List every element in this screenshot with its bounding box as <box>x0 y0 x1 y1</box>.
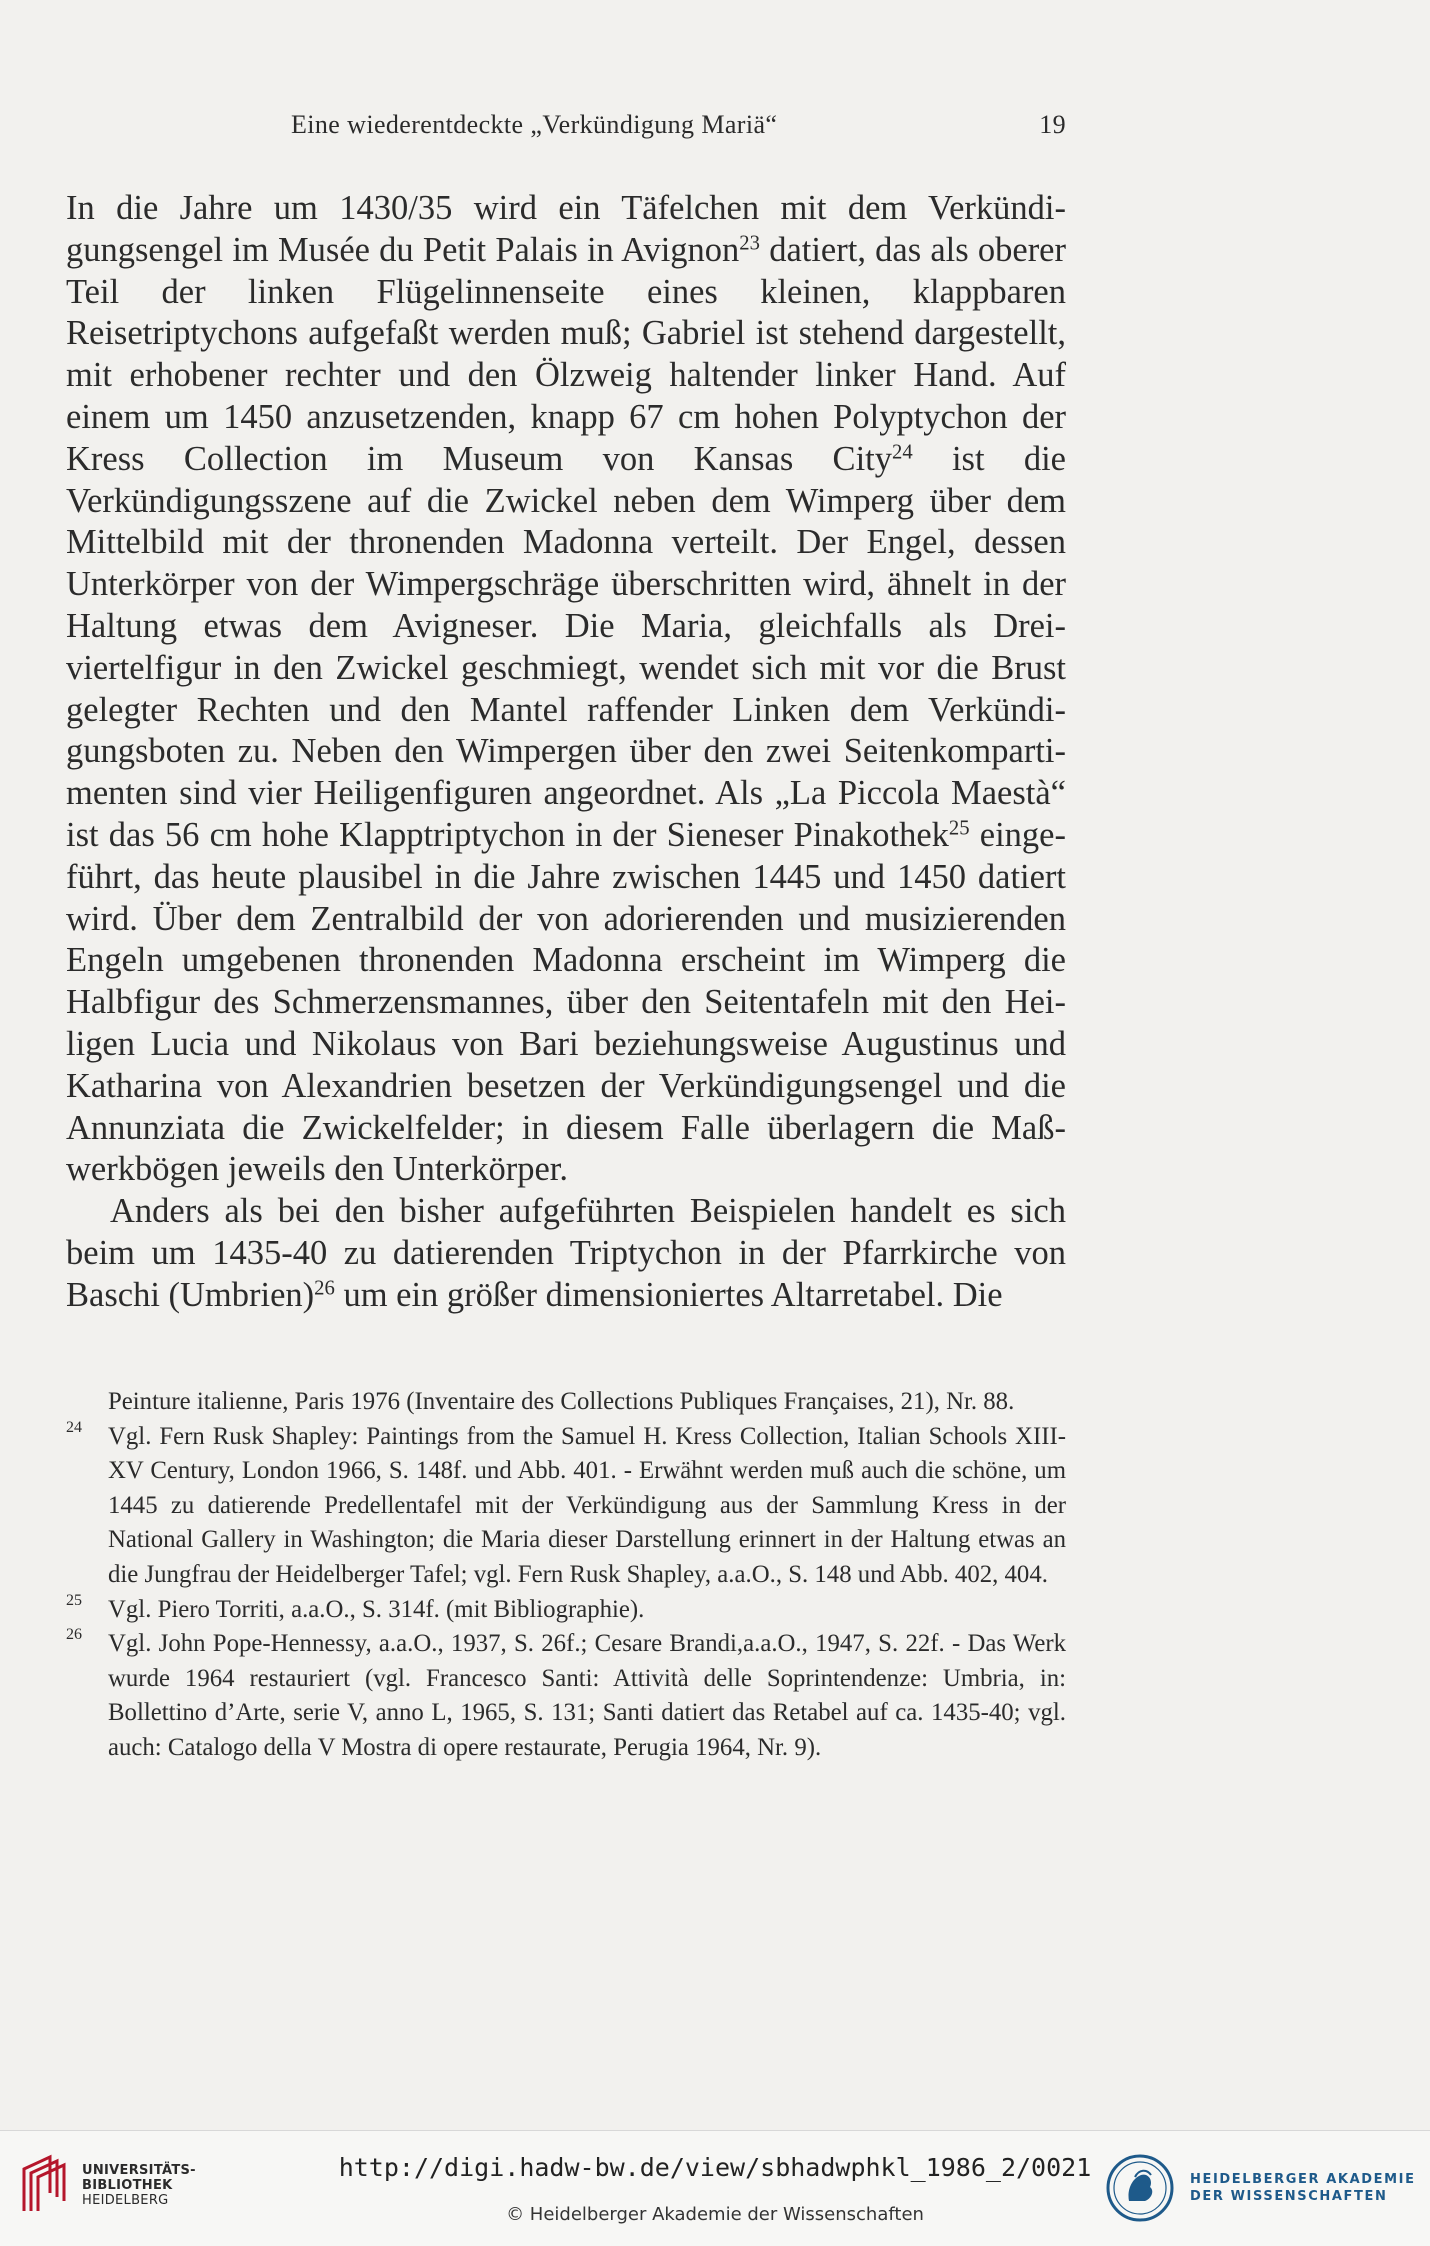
body-text <box>66 188 1066 1317</box>
footnote-text: Vgl. Piero Torriti, a.a.O., S. 314f. (mit Bibliographie). <box>108 1595 645 1623</box>
footnote-reference: 23 <box>739 232 760 255</box>
footnote-number: 26 <box>66 1626 82 1644</box>
footnote-reference: 25 <box>948 817 970 840</box>
academy-line-1: HEIDELBERGER AKADEMIE <box>1190 2172 1416 2187</box>
library-line-2: BIBLIOTHEK <box>82 2178 173 2193</box>
library-line-3: HEIDELBERG <box>82 2193 169 2208</box>
permalink-url[interactable]: http://digi.hadw-bw.de/view/sbhadwphkl_1986_2/0021 <box>338 2153 1092 2182</box>
footnote-text: Vgl. Fern Rusk Shapley: Paintings from the Samuel H. Kress Collection, Italian Schools XIII-XV Century, London 1966, S. 148f. und Abb. 401. - Erwähnt werden muß auch die schöne, um 1445 zu datierende Predellentafel mit der Verkündigung aus der Sammlung Kress in der National Gallery in Washington; die Maria dieser Darstellung erinnert in der Haltung etwas an die Jungfrau der Heidelberger Tafel; vgl. Fern Rusk Shapley, a.a.O., S. 148 und Abb. 402, 404. <box>108 1422 1066 1588</box>
footnote <box>66 1418 1066 1593</box>
body-text-segment: um ein größer dimensioniertes Altarretabel. Die <box>334 1275 1003 1314</box>
body-paragraph <box>66 188 1066 1191</box>
academy-name <box>1190 2171 1416 2205</box>
footnote-reference: 26 <box>314 1277 335 1300</box>
body-text-segment: In die Jahre um 1430/35 wird ein Täfelchen mit dem Verkündigungsengel im Musée du Petit Palais in Avignon <box>66 189 1066 269</box>
footnote-text: Vgl. John Pope-Hennessy, a.a.O., 1937, S. 26f.; Cesare Brandi,a.a.O., 1947, S. 22f. - Das Werk wurde 1964 restauriert (vgl. Francesco Santi: Attività delle Soprintendenze: Umbria, in: Bollettino d’Arte, serie V, anno L, 1965, S. 131; Santi datiert das Retabel auf ca. 1435-40; vgl. auch: Catalogo della V Mostra di opere restaurate, Perugia 1964, Nr. 9). <box>108 1630 1066 1761</box>
viewer-footer <box>0 2130 1430 2246</box>
footnote <box>66 1591 1066 1628</box>
body-text-segment: datiert, das als oberer Teil der linken Flügelinnenseite eines kleinen, klappbaren Reisetriptychons aufgefaßt werden muß; Gabriel ist stehend dargestellt, mit erhobener rechter und den Ölzweig haltender linker Hand. Auf einem um 1450 anzusetzenden, knapp 67 cm hohen Polyptychon der Kress Collection im Museum von Kansas City <box>66 230 1066 478</box>
footnote <box>108 1385 1066 1420</box>
body-text-segment: ist die Verkündigungsszene auf die Zwickel neben dem Wimperg über dem Mittelbild mit der thronenden Madonna verteilt. Der Engel, dessen Unterkörper von der Wimpergschräge überschritten wird, ähnelt in der Haltung etwas dem Avigneser. Die Maria, gleichfalls als Dreiviertelfigur in den Zwickel geschmiegt, wendet sich mit vor die Brust gelegter Rechten und den Mantel raffender Linken dem Verkündigungsboten zu. Neben den Wimpergen über den zwei Seitenkompartimenten sind vier Heiligenfiguren angeordnet. Als „La Piccola Maestà“ ist das 56 cm hohe Klapptriptychon in der Sieneser Pinakothek <box>66 439 1066 854</box>
academy-line-2: DER WISSENSCHAFTEN <box>1190 2189 1388 2204</box>
running-head <box>66 110 1066 140</box>
footnote-text: Peinture italienne, Paris 1976 (Inventaire des Collections Publiques Françaises, 21), Nr. 88. <box>108 1388 1015 1415</box>
footnote-number: 24 <box>66 1418 82 1436</box>
library-line-1: UNIVERSITÄTS- <box>82 2163 196 2178</box>
copyright-notice: © Heidelberger Akademie der Wissenschaften <box>506 2204 924 2225</box>
footnote-number: 25 <box>66 1591 82 1609</box>
body-text-segment: eingeführt, das heute plausibel in die Jahre zwischen 1445 und 1450 datiert wird. Über dem Zentralbild der von adorierenden und musizierenden Engeln umgebenen thronenden Madonna erscheint im Wimperg die Halbfigur des Schmerzensmannes, über den Seitentafeln mit den Heiligen Lucia und Nikolaus von Bari beziehungsweise Augustinus und Katharina von Alexandrien besetzen der Verkündigungsengel und die Annunziata die Zwickelfelder; in diesem Falle überlagern die Maßwerkbögen jeweils den Unterkörper. <box>66 815 1066 1189</box>
body-text-segment: Anders als bei den bisher aufgeführten Beispielen handelt es sich beim um 1435-40 zu datierenden Triptychon in der Pfarrkirche von Baschi (Umbrien) <box>66 1192 1066 1314</box>
body-paragraph <box>66 1191 1066 1316</box>
footnotes <box>66 1385 1066 1766</box>
page-number: 19 <box>1039 110 1066 139</box>
footnote <box>66 1626 1066 1765</box>
footnote-reference: 24 <box>892 441 913 464</box>
academy-seal-icon <box>1105 2153 1175 2223</box>
running-title: Eine wiederentdeckte „Verkündigung Mariä“ <box>291 110 778 139</box>
